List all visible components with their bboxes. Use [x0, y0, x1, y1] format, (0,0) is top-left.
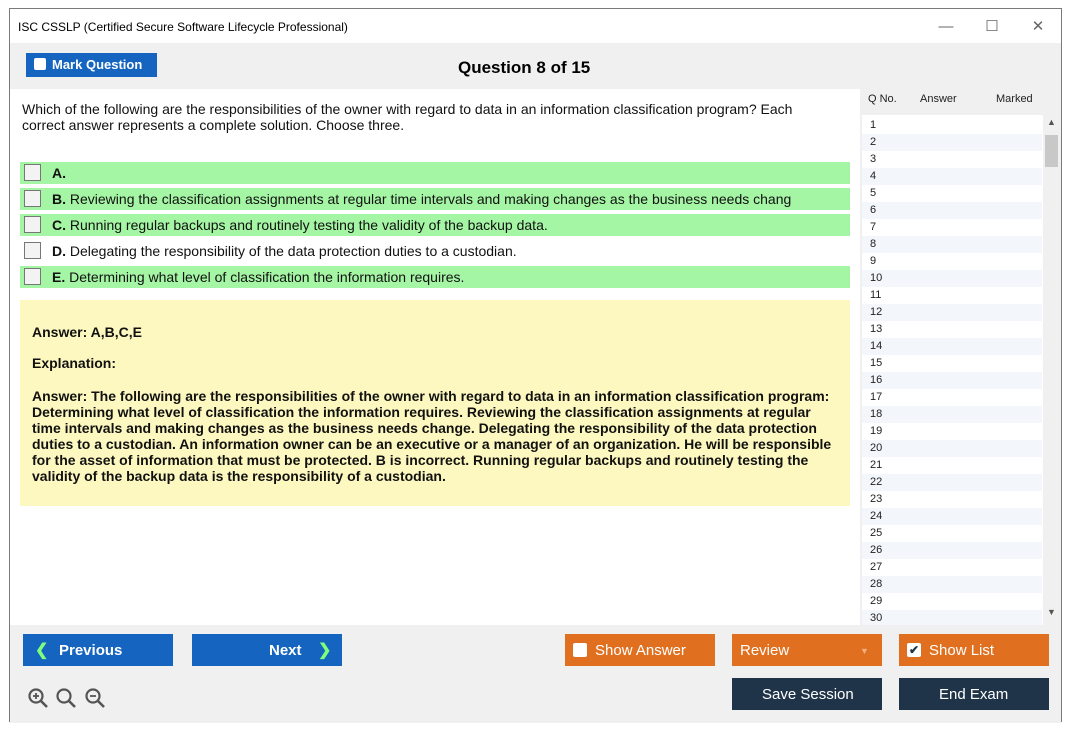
list-item-number: 15 [870, 357, 883, 369]
zoom-out-icon[interactable] [84, 687, 106, 709]
list-item[interactable] [862, 168, 1042, 185]
list-item[interactable] [862, 151, 1042, 168]
question-header [10, 43, 1061, 89]
footer-toolbar [10, 625, 1061, 723]
list-item-number: 3 [870, 153, 877, 165]
option-e[interactable] [20, 266, 850, 288]
app-window [9, 8, 1062, 722]
window-title: ISC CSSLP (Certified Secure Software Lifecycle Professional) [18, 20, 348, 34]
list-item-number: 7 [870, 221, 877, 233]
list-item[interactable] [862, 134, 1042, 151]
option-checkbox[interactable] [24, 216, 41, 233]
list-scrollbar[interactable] [1043, 115, 1060, 625]
list-item[interactable] [862, 219, 1042, 236]
next-button[interactable] [192, 634, 342, 666]
end-exam-button[interactable] [899, 678, 1049, 710]
chevron-left-icon: ❮ [35, 642, 49, 659]
list-item-number: 4 [870, 170, 877, 182]
show-list-label: Show List [929, 642, 995, 659]
list-item[interactable] [862, 389, 1042, 406]
show-answer-label: Show Answer [595, 642, 686, 659]
option-checkbox[interactable] [24, 268, 41, 285]
list-item[interactable] [862, 423, 1042, 440]
list-item[interactable] [862, 202, 1042, 219]
list-item[interactable] [862, 576, 1042, 593]
mark-question-label: Mark Question [52, 57, 143, 72]
checkbox-checked-icon: ✔ [908, 643, 920, 657]
close-icon[interactable]: ✕ [1031, 18, 1045, 35]
zoom-reset-icon[interactable] [55, 687, 77, 709]
option-d[interactable] [20, 240, 850, 262]
answer-line: Answer: A,B,C,E [32, 324, 142, 340]
list-item-number: 6 [870, 204, 877, 216]
mark-question-button[interactable] [26, 53, 157, 77]
list-item-number: 19 [870, 425, 883, 437]
list-item[interactable] [862, 253, 1042, 270]
chevron-right-icon: ❯ [318, 642, 332, 659]
option-letter: C. [52, 217, 66, 233]
checkbox-icon [573, 643, 587, 657]
minimize-icon[interactable]: — [938, 18, 954, 35]
list-item-number: 28 [870, 578, 883, 590]
question-list [862, 89, 1060, 625]
list-item-number: 10 [870, 272, 883, 284]
question-text: Which of the following are the responsibilities of the owner with regard to data in an information classification program? Each correct answer represents a complete solution. Choose three. [22, 101, 793, 133]
list-item-number: 30 [870, 612, 883, 624]
list-item-number: 14 [870, 340, 883, 352]
list-item-number: 12 [870, 306, 883, 318]
list-item[interactable] [862, 185, 1042, 202]
answer-panel [20, 300, 850, 506]
option-checkbox[interactable] [24, 190, 41, 207]
list-item-number: 5 [870, 187, 877, 199]
maximize-icon[interactable]: ☐ [985, 18, 999, 35]
option-text: Delegating the responsibility of the data protection duties to a custodian. [66, 243, 517, 259]
scroll-up-icon[interactable]: ▲ [1047, 117, 1056, 127]
list-item[interactable] [862, 372, 1042, 389]
list-item[interactable] [862, 304, 1042, 321]
list-item-number: 22 [870, 476, 883, 488]
list-item[interactable] [862, 406, 1042, 423]
list-item-number: 16 [870, 374, 883, 386]
list-item-number: 1 [870, 119, 877, 131]
list-item-number: 2 [870, 136, 877, 148]
checkbox-icon [34, 58, 46, 70]
list-item-number: 24 [870, 510, 883, 522]
list-item[interactable] [862, 457, 1042, 474]
option-letter: D. [52, 243, 66, 259]
list-item[interactable] [862, 542, 1042, 559]
explanation-label: Explanation: [32, 355, 117, 371]
list-item[interactable] [862, 559, 1042, 576]
question-list-rows [862, 117, 1042, 627]
option-checkbox[interactable] [24, 164, 41, 181]
option-text: Running regular backups and routinely testing the validity of the backup data. [66, 217, 548, 233]
list-item-number: 11 [870, 289, 882, 301]
option-text: Determining what level of classification the information requires. [65, 269, 465, 285]
answer-header: Answer [920, 93, 957, 105]
list-item[interactable] [862, 287, 1042, 304]
list-item[interactable] [862, 321, 1042, 338]
list-item[interactable] [862, 338, 1042, 355]
end-exam-label: End Exam [939, 686, 1009, 703]
list-item-number: 29 [870, 595, 883, 607]
review-button[interactable] [732, 634, 882, 666]
list-item[interactable] [862, 508, 1042, 525]
save-session-button[interactable] [732, 678, 882, 710]
option-letter: A. [52, 165, 66, 181]
show-answer-button[interactable] [565, 634, 715, 666]
review-label: Review [740, 642, 790, 659]
list-item-number: 21 [870, 459, 883, 471]
list-item-number: 23 [870, 493, 883, 505]
list-item-number: 20 [870, 442, 883, 454]
list-item-number: 9 [870, 255, 877, 267]
list-item[interactable] [862, 491, 1042, 508]
next-label: Next [269, 642, 302, 659]
dropdown-arrow-icon: ▼ [860, 646, 869, 656]
option-b[interactable] [20, 188, 850, 210]
list-item[interactable] [862, 355, 1042, 372]
show-list-button[interactable] [899, 634, 1049, 666]
explanation-text: Answer: The following are the responsibilities of the owner with regard to data in an information classification program: Determining what level of classification the information requires. Reviewing the classification assignments at regular time intervals and making changes as the business needs change. Delegating the responsibility of the data protection duties to a custodian. An information owner can be an executive or a manager of an organization. He will be responsible for the asset of information that must be protected. B is incorrect. Running regular backups and routinely testing the validity of the backup data is the responsibility of a custodian. [32, 388, 832, 484]
option-c[interactable] [20, 214, 850, 236]
question-counter: Question 8 of 15 [458, 58, 591, 77]
option-letter: E. [52, 269, 66, 285]
list-item[interactable] [862, 525, 1042, 542]
list-item-number: 17 [870, 391, 883, 403]
option-letter: B. [52, 191, 66, 207]
option-a[interactable] [20, 162, 850, 184]
title-bar [10, 9, 1061, 43]
list-item[interactable] [862, 270, 1042, 287]
previous-button[interactable] [23, 634, 173, 666]
list-item[interactable] [862, 474, 1042, 491]
zoom-in-icon[interactable] [27, 687, 49, 709]
list-item[interactable] [862, 117, 1042, 134]
list-item-number: 25 [870, 527, 883, 539]
list-item-number: 27 [870, 561, 883, 573]
save-session-label: Save Session [762, 686, 854, 703]
list-item[interactable] [862, 593, 1042, 610]
question-pane [10, 89, 860, 625]
option-text: Reviewing the classification assignments at regular time intervals and making changes as the business needs chang [66, 191, 792, 207]
list-item-number: 8 [870, 238, 877, 250]
list-item-number: 18 [870, 408, 883, 420]
scroll-down-icon[interactable]: ▼ [1047, 607, 1056, 617]
marked-header: Marked [996, 93, 1033, 105]
scroll-thumb[interactable] [1045, 135, 1058, 167]
q-no-header: Q No. [868, 93, 897, 105]
list-item-number: 13 [870, 323, 883, 335]
list-item-number: 26 [870, 544, 883, 556]
list-item[interactable] [862, 236, 1042, 253]
list-item[interactable] [862, 440, 1042, 457]
previous-label: Previous [59, 642, 123, 659]
question-list-header [862, 89, 1060, 115]
option-checkbox[interactable] [24, 242, 41, 259]
